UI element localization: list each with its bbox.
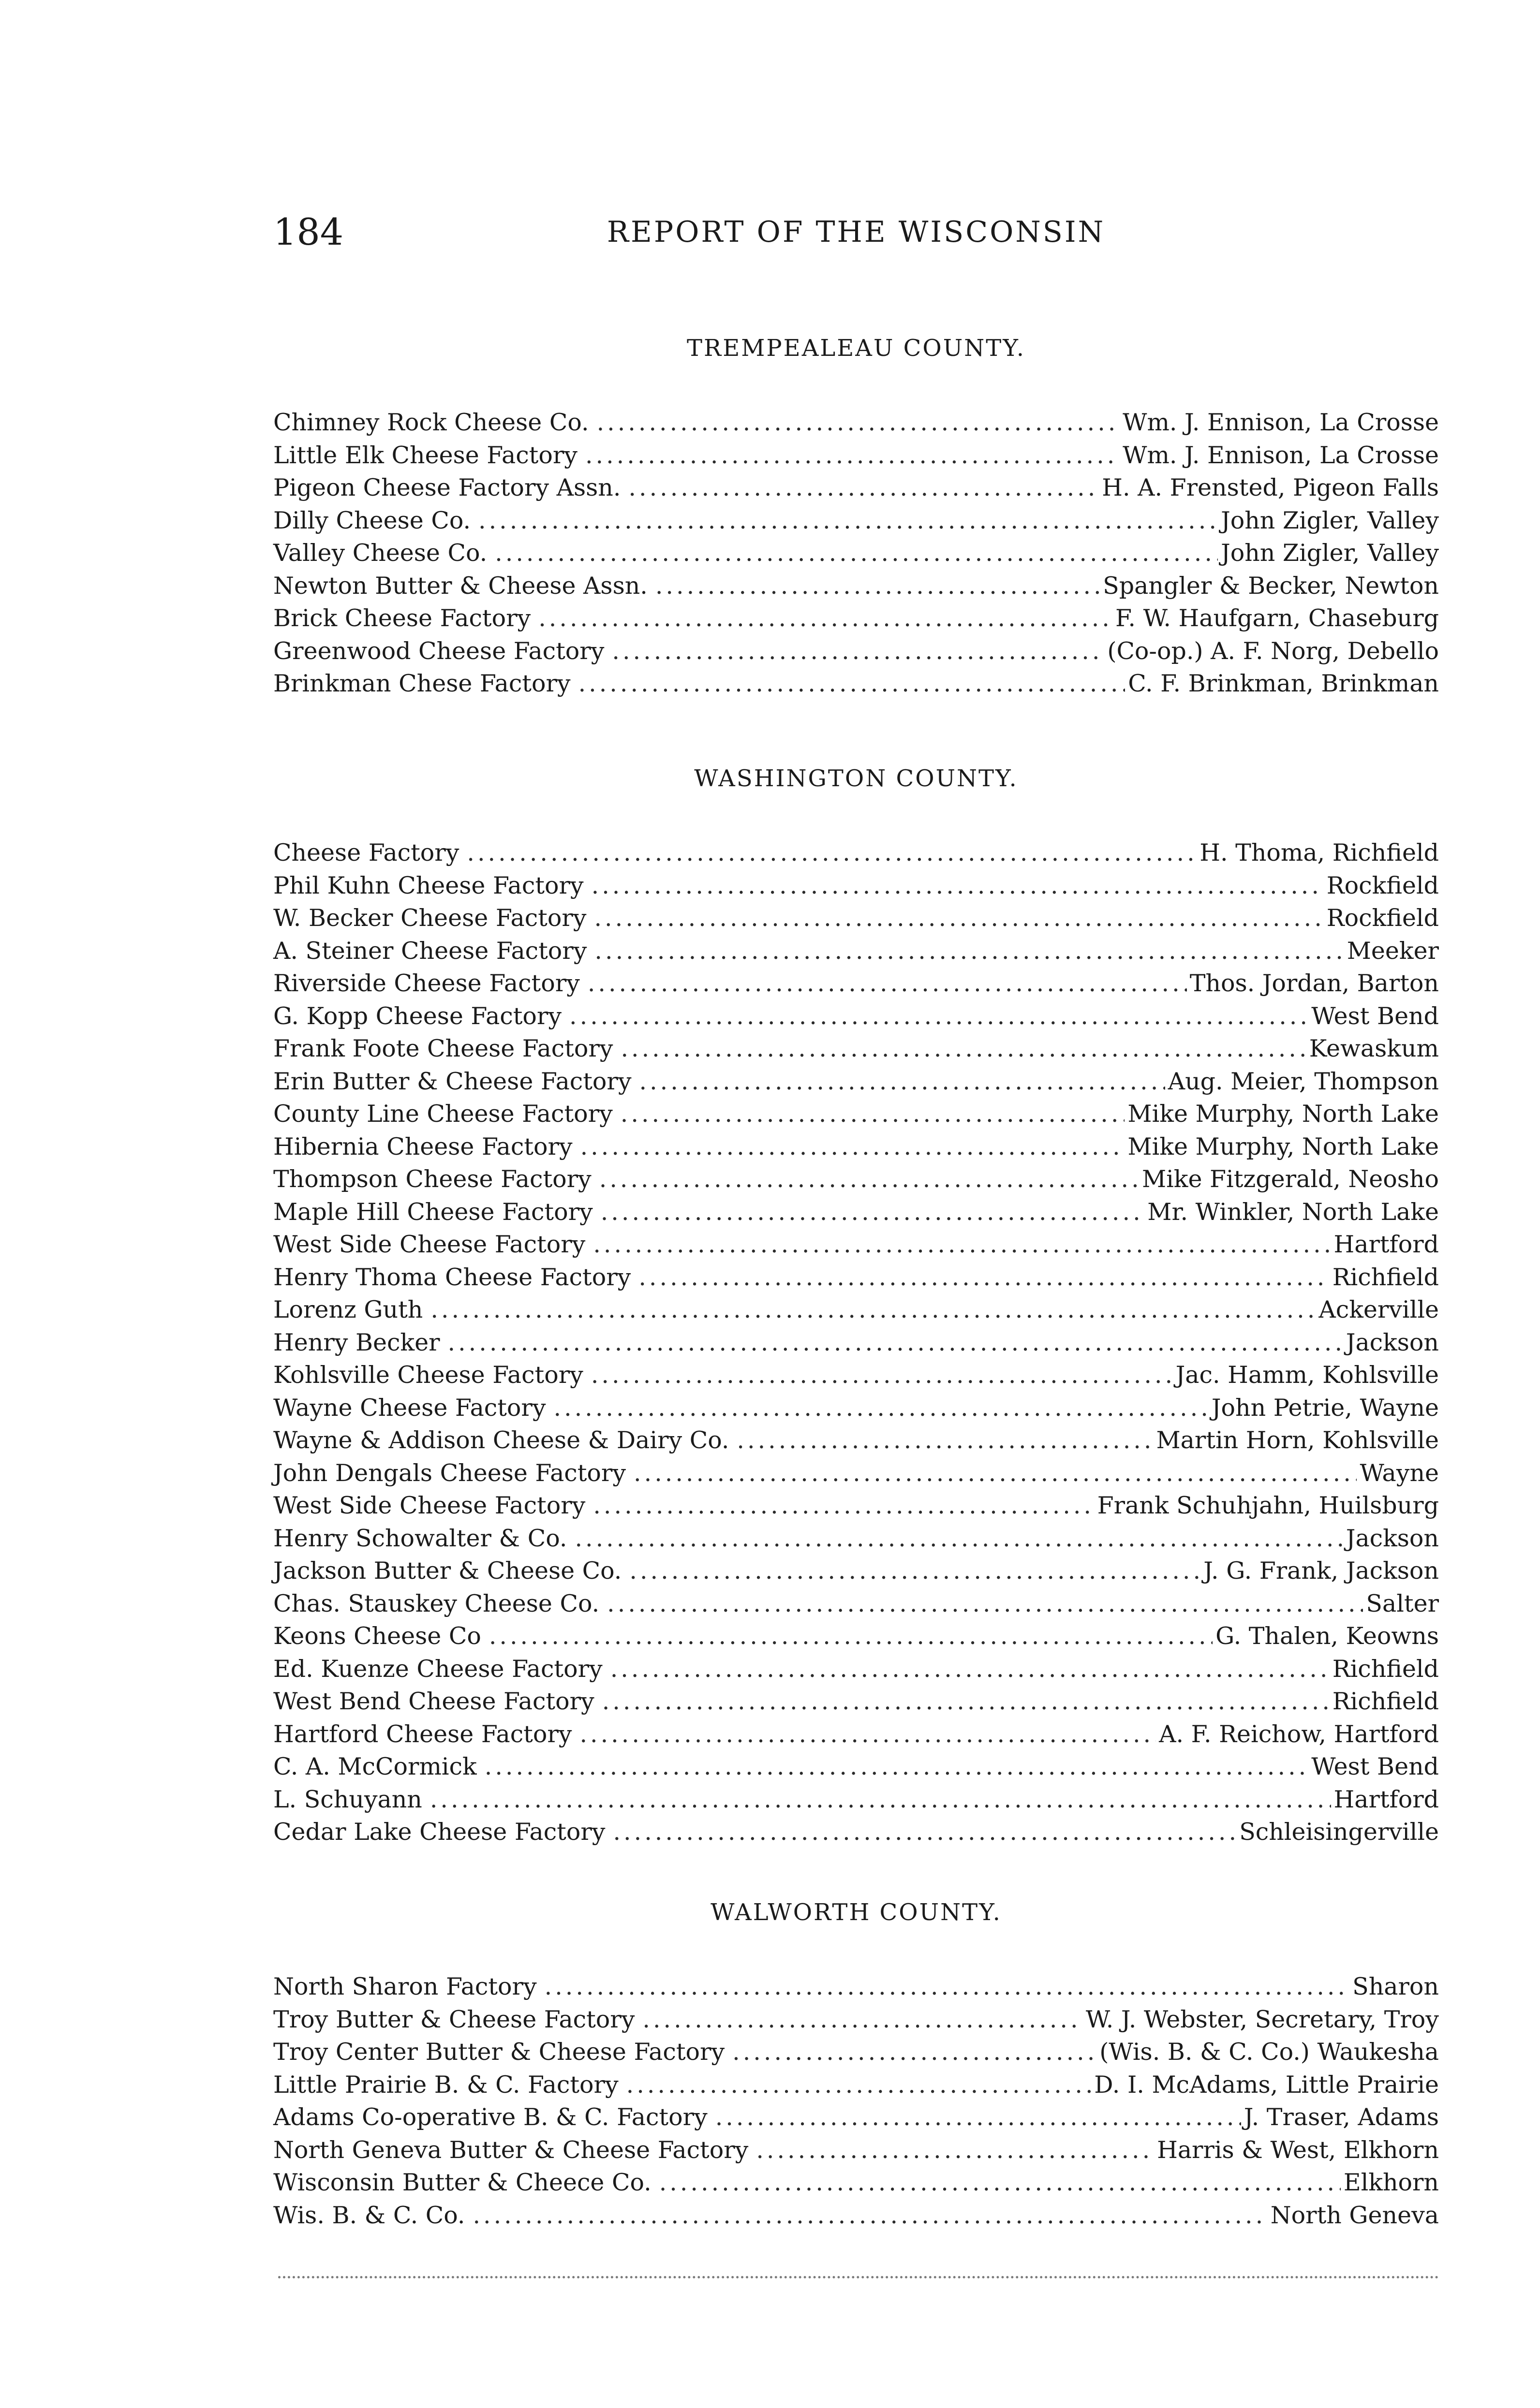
factory-name: Frank Foote Cheese Factory bbox=[273, 1035, 613, 1062]
list-item bbox=[273, 1163, 1439, 1196]
factory-location: Harris & West, Elkhorn bbox=[1157, 2136, 1439, 2164]
factory-name: Henry Becker bbox=[273, 1328, 440, 1356]
list-item bbox=[273, 1718, 1439, 1751]
factory-name: Wis. B. & C. Co. bbox=[273, 2201, 465, 2229]
dot-leader bbox=[591, 1359, 1173, 1392]
factory-name: Troy Butter & Cheese Factory bbox=[273, 2005, 635, 2033]
dot-leader bbox=[639, 1065, 1165, 1098]
dot-leader bbox=[732, 2036, 1096, 2069]
factory-name: West Bend Cheese Factory bbox=[273, 1688, 594, 1715]
factory-name: Newton Butter & Cheese Assn. bbox=[273, 572, 648, 600]
factory-name: Hartford Cheese Factory bbox=[273, 1720, 572, 1748]
factory-name: Dilly Cheese Co. bbox=[273, 506, 471, 534]
dot-leader bbox=[613, 1816, 1236, 1849]
factory-location: A. F. Reichow, Hartford bbox=[1159, 1720, 1439, 1748]
factory-location: H. Thoma, Richfield bbox=[1199, 839, 1439, 866]
list-item bbox=[273, 1032, 1439, 1065]
factory-location: Jackson bbox=[1346, 1524, 1439, 1552]
list-item bbox=[273, 1326, 1439, 1359]
dot-leader bbox=[659, 2166, 1341, 2199]
section-washington-county bbox=[273, 759, 1439, 1849]
dot-leader bbox=[545, 1970, 1350, 2003]
list-item bbox=[273, 439, 1439, 472]
factory-name: Maple Hill Cheese Factory bbox=[273, 1198, 593, 1226]
list-item bbox=[273, 1620, 1439, 1653]
factory-location: Frank Schuhjahn, Huilsburg bbox=[1097, 1492, 1439, 1519]
factory-name: Phil Kuhn Cheese Factory bbox=[273, 871, 584, 899]
dot-leader bbox=[554, 1392, 1209, 1424]
list-item bbox=[273, 1685, 1439, 1718]
factory-name: Chas. Stauskey Cheese Co. bbox=[273, 1589, 600, 1617]
factory-location: Jac. Hamm, Kohlsville bbox=[1175, 1361, 1439, 1389]
section-title: WALWORTH COUNTY. bbox=[711, 1899, 1002, 1926]
factory-name: John Dengals Cheese Factory bbox=[273, 1459, 626, 1487]
factory-name: Erin Butter & Cheese Factory bbox=[273, 1067, 632, 1095]
factory-location: Wayne bbox=[1360, 1459, 1439, 1487]
factory-location: Kewaskum bbox=[1309, 1035, 1439, 1062]
factory-location: F. W. Haufgarn, Chaseburg bbox=[1115, 604, 1439, 632]
dot-leader bbox=[737, 1424, 1153, 1457]
list-item bbox=[273, 2166, 1439, 2199]
list-item bbox=[273, 935, 1439, 968]
factory-location: John Petrie, Wayne bbox=[1211, 1394, 1439, 1422]
list-item bbox=[273, 1783, 1439, 1816]
factory-name: Keons Cheese Co bbox=[273, 1622, 481, 1650]
factory-name: W. Becker Cheese Factory bbox=[273, 904, 587, 932]
dot-leader bbox=[756, 2134, 1154, 2167]
factory-location: J. Traser, Adams bbox=[1244, 2103, 1439, 2131]
factory-name: Brinkman Chese Factory bbox=[273, 670, 571, 697]
factory-location: J. G. Frank, Jackson bbox=[1203, 1557, 1439, 1585]
page-header bbox=[273, 208, 1439, 256]
dot-leader bbox=[575, 1522, 1343, 1555]
factory-location: Hartford bbox=[1333, 1231, 1439, 1258]
factory-location: Ackerville bbox=[1318, 1296, 1439, 1323]
list-item bbox=[273, 1261, 1439, 1294]
list-item bbox=[273, 2101, 1439, 2134]
factory-name: Pigeon Cheese Factory Assn. bbox=[273, 474, 621, 501]
dot-leader bbox=[612, 635, 1104, 668]
factory-location: Mike Fitzgerald, Neosho bbox=[1141, 1165, 1439, 1193]
factory-location: John Zigler, Valley bbox=[1221, 539, 1439, 567]
factory-name: County Line Cheese Factory bbox=[273, 1100, 613, 1128]
list-item bbox=[273, 1653, 1439, 1686]
list-item bbox=[273, 1293, 1439, 1326]
factory-name: Lorenz Guth bbox=[273, 1296, 423, 1323]
section-title: WASHINGTON COUNTY. bbox=[694, 765, 1018, 792]
factory-name: Wisconsin Butter & Cheece Co. bbox=[273, 2169, 652, 2196]
dot-leader bbox=[578, 667, 1125, 700]
factory-location: Aug. Meier, Thompson bbox=[1168, 1067, 1439, 1095]
dot-leader bbox=[594, 935, 1344, 968]
dot-leader bbox=[592, 869, 1324, 902]
dot-leader bbox=[628, 471, 1099, 504]
factory-location: Meeker bbox=[1347, 937, 1439, 965]
factory-location: Mr. Winkler, North Lake bbox=[1147, 1198, 1439, 1226]
list-item bbox=[273, 1816, 1439, 1849]
list-item bbox=[273, 1970, 1439, 2003]
bottom-rule bbox=[278, 2276, 1439, 2278]
dot-leader bbox=[467, 837, 1197, 869]
dot-leader bbox=[593, 1228, 1331, 1261]
factory-location: John Zigler, Valley bbox=[1221, 506, 1439, 534]
dot-leader bbox=[580, 1131, 1125, 1163]
factory-location: Schleisingerville bbox=[1239, 1818, 1439, 1846]
list-item bbox=[273, 1587, 1439, 1620]
section-trempealeau-county bbox=[273, 329, 1439, 700]
factory-name: Little Elk Cheese Factory bbox=[273, 441, 578, 469]
factory-location: W. J. Webster, Secretary, Troy bbox=[1085, 2005, 1439, 2033]
dot-leader bbox=[655, 570, 1100, 602]
list-item bbox=[273, 602, 1439, 635]
factory-name: Jackson Butter & Cheese Co. bbox=[273, 1557, 622, 1585]
dot-leader bbox=[588, 967, 1187, 1000]
factory-location: Elkhorn bbox=[1343, 2169, 1439, 2196]
dot-leader bbox=[610, 1653, 1330, 1686]
list-item bbox=[273, 1750, 1439, 1783]
list-item bbox=[273, 504, 1439, 537]
dot-leader bbox=[485, 1750, 1309, 1783]
entry-list bbox=[273, 837, 1439, 1849]
dot-leader bbox=[579, 1718, 1156, 1751]
list-item bbox=[273, 1522, 1439, 1555]
factory-name: Cheese Factory bbox=[273, 839, 459, 866]
factory-location: D. I. McAdams, Little Prairie bbox=[1094, 2070, 1439, 2099]
factory-name: Riverside Cheese Factory bbox=[273, 969, 580, 997]
dot-leader bbox=[430, 1293, 1316, 1326]
factory-location: Richfield bbox=[1332, 1688, 1439, 1715]
dot-leader bbox=[569, 1000, 1308, 1033]
dot-leader bbox=[495, 537, 1218, 570]
factory-name: Little Prairie B. & C. Factory bbox=[273, 2070, 619, 2099]
factory-location: Mike Murphy, North Lake bbox=[1127, 1132, 1439, 1160]
dot-leader bbox=[626, 2069, 1092, 2101]
list-item bbox=[273, 869, 1439, 902]
factory-name: Henry Thoma Cheese Factory bbox=[273, 1263, 631, 1291]
factory-name: Wayne Cheese Factory bbox=[273, 1394, 546, 1422]
factory-location: West Bend bbox=[1311, 1002, 1439, 1030]
factory-name: Adams Co-operative B. & C. Factory bbox=[273, 2103, 708, 2131]
factory-location: Rockfield bbox=[1326, 871, 1439, 899]
dot-leader bbox=[585, 439, 1120, 472]
dot-leader bbox=[634, 1457, 1357, 1490]
list-item bbox=[273, 471, 1439, 504]
list-item bbox=[273, 1098, 1439, 1131]
factory-name: L. Schuyann bbox=[273, 1785, 422, 1813]
factory-location: North Geneva bbox=[1270, 2201, 1439, 2229]
factory-location: C. F. Brinkman, Brinkman bbox=[1128, 670, 1439, 697]
factory-location: Salter bbox=[1366, 1589, 1439, 1617]
dot-leader bbox=[599, 1163, 1139, 1196]
running-title: REPORT OF THE WISCONSIN bbox=[607, 215, 1106, 249]
factory-location: G. Thalen, Keowns bbox=[1215, 1622, 1439, 1650]
list-item bbox=[273, 1228, 1439, 1261]
list-item bbox=[273, 2069, 1439, 2101]
list-item bbox=[273, 1196, 1439, 1229]
factory-location: West Bend bbox=[1311, 1753, 1439, 1780]
factory-name: Ed. Kuenze Cheese Factory bbox=[273, 1655, 603, 1683]
list-item bbox=[273, 2003, 1439, 2036]
list-item bbox=[273, 406, 1439, 439]
dot-leader bbox=[597, 406, 1120, 439]
list-item bbox=[273, 2134, 1439, 2167]
factory-name: Cedar Lake Cheese Factory bbox=[273, 1818, 606, 1846]
list-item bbox=[273, 902, 1439, 935]
factory-name: A. Steiner Cheese Factory bbox=[273, 937, 587, 965]
dot-leader bbox=[638, 1261, 1329, 1294]
dot-leader bbox=[629, 1555, 1200, 1587]
dot-leader bbox=[601, 1196, 1145, 1229]
dot-leader bbox=[594, 902, 1323, 935]
factory-name: West Side Cheese Factory bbox=[273, 1231, 586, 1258]
factory-location: Spangler & Becker, Newton bbox=[1103, 572, 1439, 600]
list-item bbox=[273, 1489, 1439, 1522]
list-item bbox=[273, 2036, 1439, 2069]
factory-name: Kohlsville Cheese Factory bbox=[273, 1361, 583, 1389]
factory-location: Rockfield bbox=[1326, 904, 1439, 932]
factory-location: Wm. J. Ennison, La Crosse bbox=[1123, 441, 1439, 469]
dot-leader bbox=[473, 2199, 1267, 2232]
factory-location: Richfield bbox=[1332, 1655, 1439, 1683]
factory-location: Sharon bbox=[1352, 1973, 1439, 2000]
dot-leader bbox=[715, 2101, 1241, 2134]
list-item bbox=[273, 635, 1439, 668]
factory-name: Brick Cheese Factory bbox=[273, 604, 531, 632]
list-item bbox=[273, 1000, 1439, 1033]
factory-name: Valley Cheese Co. bbox=[273, 539, 488, 567]
list-item bbox=[273, 1457, 1439, 1490]
dot-leader bbox=[430, 1783, 1331, 1816]
list-item bbox=[273, 537, 1439, 570]
factory-name: C. A. McCormick bbox=[273, 1753, 477, 1780]
dot-leader bbox=[478, 504, 1218, 537]
list-item bbox=[273, 1359, 1439, 1392]
factory-name: Wayne & Addison Cheese & Dairy Co. bbox=[273, 1426, 729, 1454]
list-item bbox=[273, 1065, 1439, 1098]
dot-leader bbox=[593, 1489, 1094, 1522]
factory-location: Martin Horn, Kohlsville bbox=[1156, 1426, 1439, 1454]
section-title: TREMPEALEAU COUNTY. bbox=[687, 335, 1025, 362]
dot-leader bbox=[621, 1098, 1125, 1131]
page-number: 184 bbox=[273, 210, 344, 253]
factory-location: H. A. Frensted, Pigeon Falls bbox=[1102, 474, 1439, 501]
list-item bbox=[273, 2199, 1439, 2232]
list-item bbox=[273, 667, 1439, 700]
list-item bbox=[273, 570, 1439, 602]
factory-name: North Geneva Butter & Cheese Factory bbox=[273, 2136, 749, 2164]
factory-name: Troy Center Butter & Cheese Factory bbox=[273, 2038, 725, 2066]
list-item bbox=[273, 1424, 1439, 1457]
factory-name: Greenwood Cheese Factory bbox=[273, 637, 605, 665]
factory-location: Wm. J. Ennison, La Crosse bbox=[1123, 409, 1439, 436]
factory-location: Mike Murphy, North Lake bbox=[1127, 1100, 1439, 1128]
factory-name: Chimney Rock Cheese Co. bbox=[273, 409, 589, 436]
list-item bbox=[273, 1392, 1439, 1424]
factory-name: Hibernia Cheese Factory bbox=[273, 1132, 573, 1160]
list-item bbox=[273, 1555, 1439, 1587]
factory-location: Hartford bbox=[1333, 1785, 1439, 1813]
factory-name: G. Kopp Cheese Factory bbox=[273, 1002, 562, 1030]
list-item bbox=[273, 1131, 1439, 1163]
factory-location: Thos. Jordan, Barton bbox=[1189, 969, 1439, 997]
factory-name: North Sharon Factory bbox=[273, 1973, 537, 2000]
list-item bbox=[273, 967, 1439, 1000]
dot-leader bbox=[621, 1032, 1306, 1065]
dot-leader bbox=[607, 1587, 1363, 1620]
dot-leader bbox=[538, 602, 1112, 635]
factory-name: West Side Cheese Factory bbox=[273, 1492, 586, 1519]
factory-location: (Wis. B. & C. Co.) Waukesha bbox=[1099, 2038, 1439, 2066]
dot-leader bbox=[602, 1685, 1330, 1718]
factory-name: Henry Schowalter & Co. bbox=[273, 1524, 567, 1552]
factory-location: (Co-op.) A. F. Norg, Debello bbox=[1107, 637, 1439, 665]
dot-leader bbox=[489, 1620, 1213, 1653]
entry-list bbox=[273, 1970, 1439, 2232]
factory-location: Jackson bbox=[1346, 1328, 1439, 1356]
dot-leader bbox=[642, 2003, 1083, 2036]
entry-list bbox=[273, 406, 1439, 700]
factory-location: Richfield bbox=[1332, 1263, 1439, 1291]
section-walworth-county bbox=[273, 1893, 1439, 2232]
factory-name: Thompson Cheese Factory bbox=[273, 1165, 592, 1193]
list-item bbox=[273, 837, 1439, 869]
dot-leader bbox=[448, 1326, 1343, 1359]
